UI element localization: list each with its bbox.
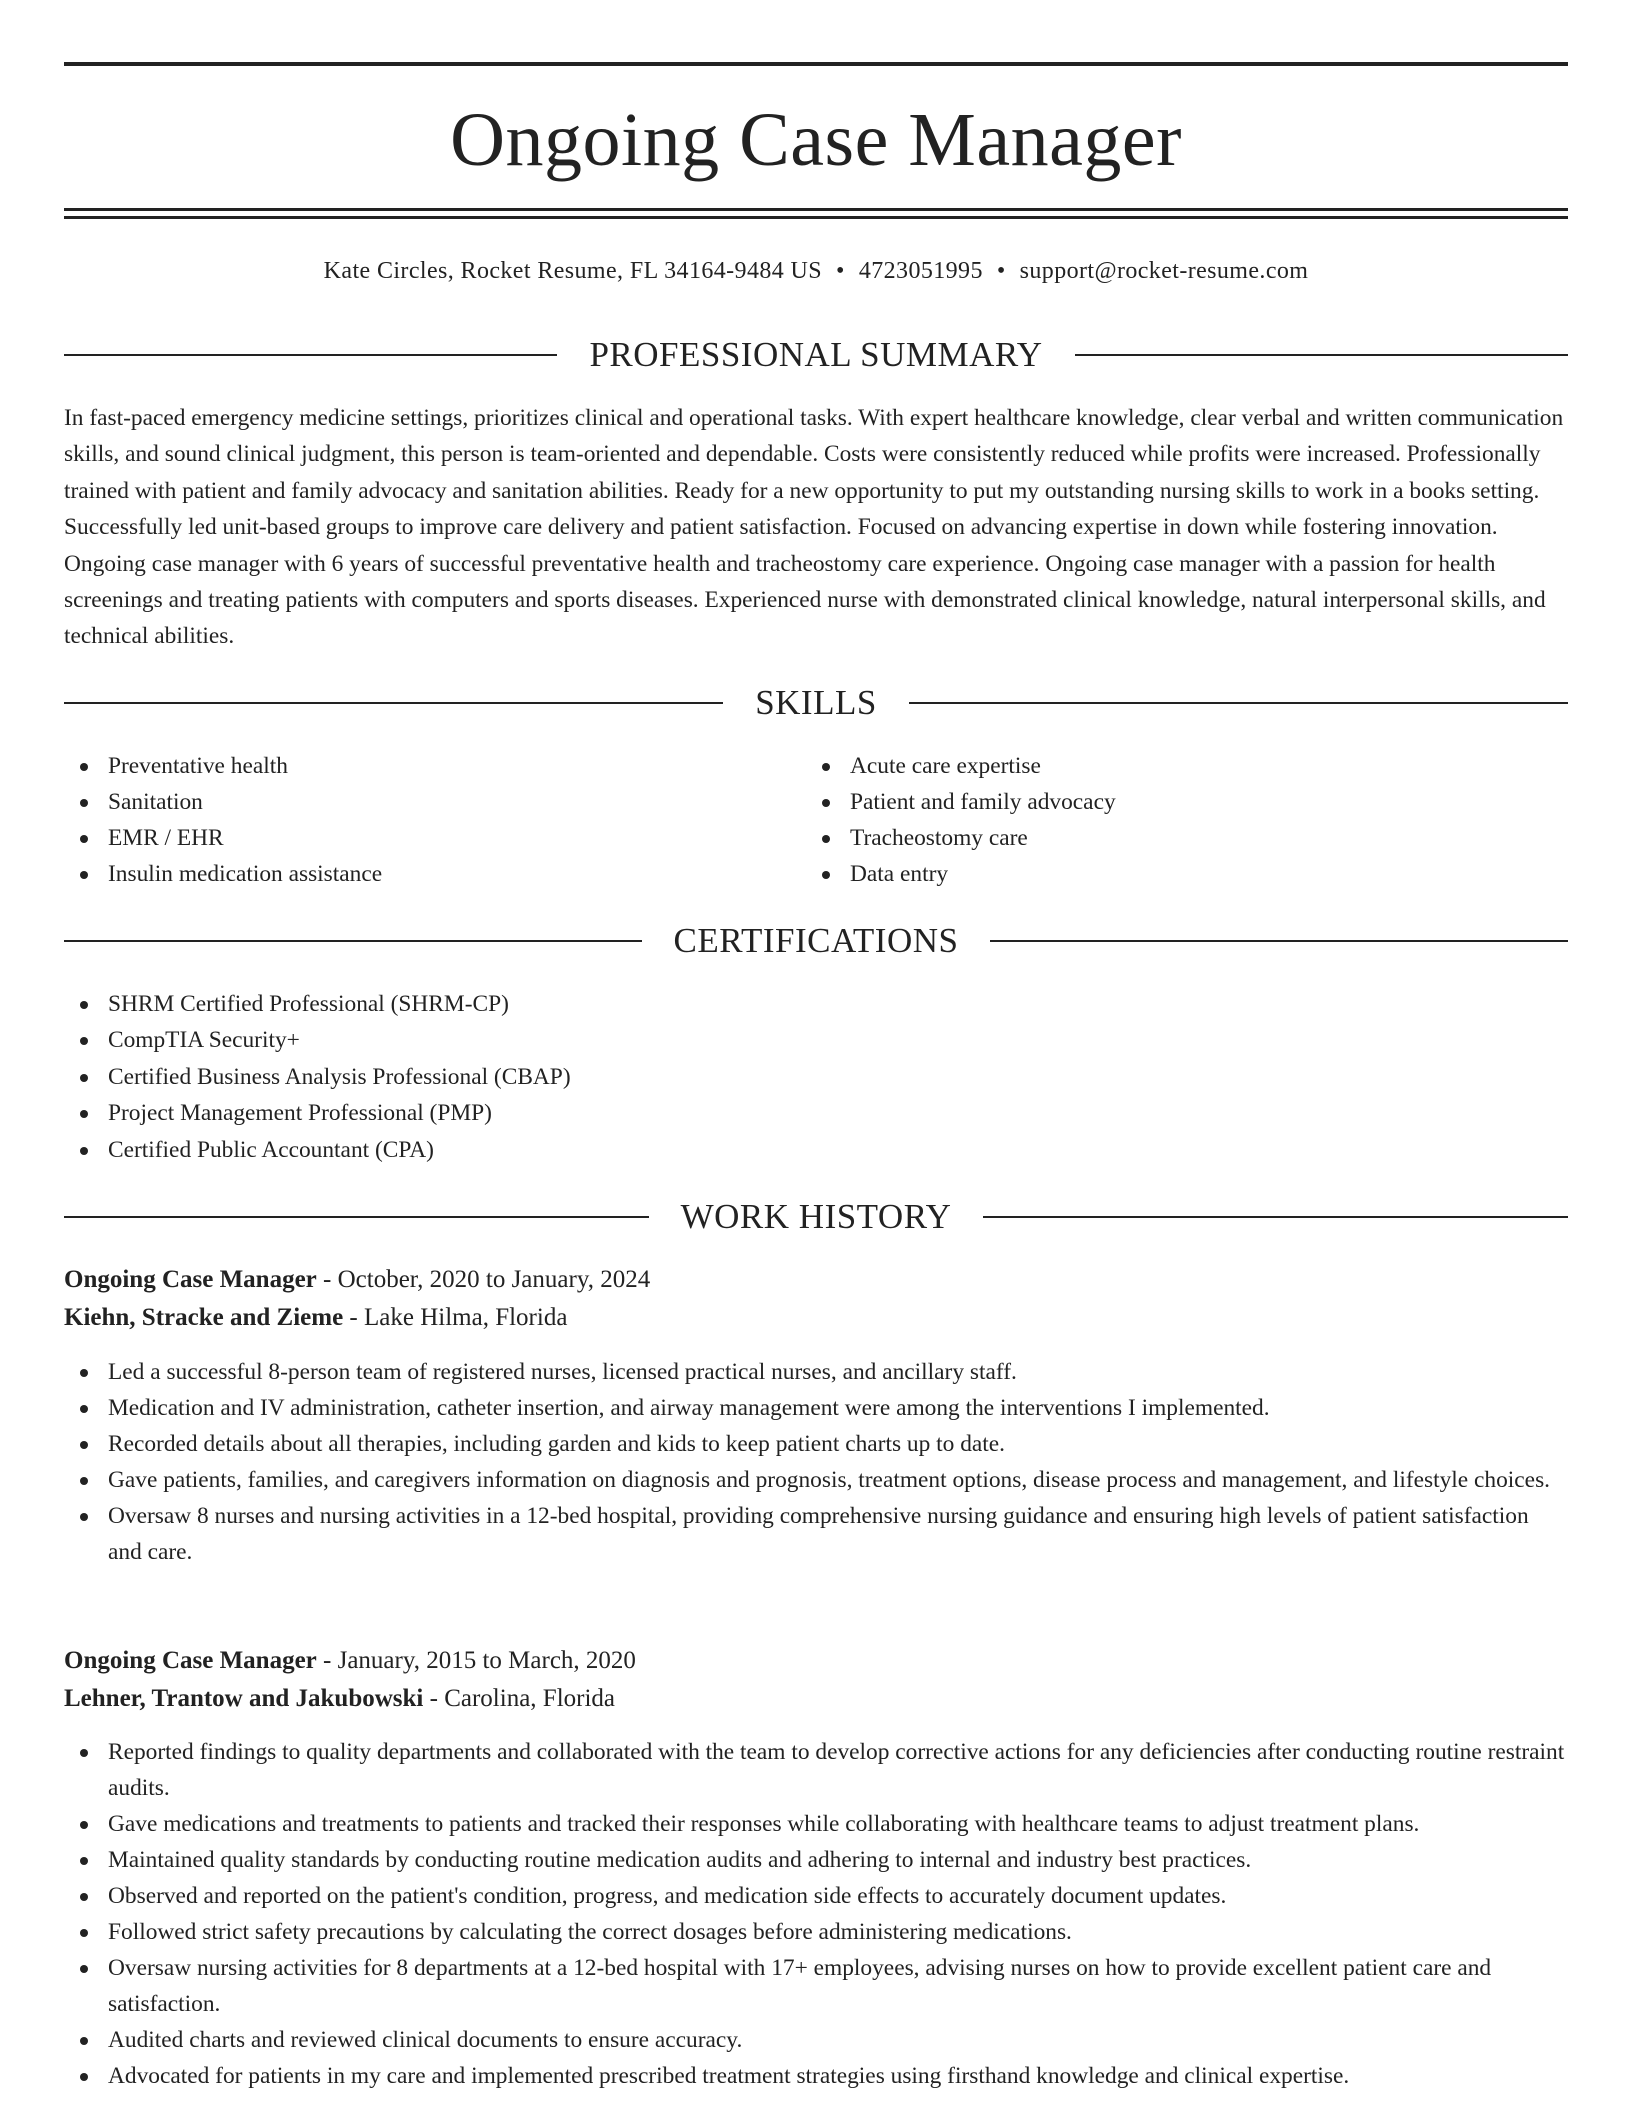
contact-separator: • (836, 258, 845, 284)
job-bullet: Oversaw 8 nurses and nursing activities in a 12-bed hospital, providing comprehensive nursing guidance and ensuring high levels of patient satisfaction and care. (64, 1498, 1568, 1570)
job-company-line (64, 1680, 1568, 1718)
job-dates: - January, 2015 to March, 2020 (316, 1647, 636, 1674)
job-title: Ongoing Case Manager (64, 1266, 317, 1293)
section-title: CERTIFICATIONS (673, 921, 959, 960)
certification-item: Project Management Professional (PMP) (64, 1095, 1568, 1131)
skill-item: Insulin medication assistance (64, 856, 764, 892)
job-bullet: Recorded details about all therapies, including garden and kids to keep patient charts up to date. (64, 1426, 1568, 1462)
job-bullet: Led a successful 8-person team of registered nurses, licensed practical nurses, and ancillary staff. (64, 1354, 1568, 1390)
summary-text: In fast-paced emergency medicine settings, prioritizes clinical and operational tasks. With expert healthcare knowledge, clear verbal and written communication skills, and sound clinical judgment, this person is team-oriented and dependable. Costs were consistently reduced while profits were increased. Professionally trained with patient and family advocacy and sanitation abilities. Ready for a new opportunity to put my outstanding nursing skills to work in a books setting. Successfully led unit-based groups to improve care delivery and patient satisfaction. Focused on advancing expertise in down while fostering innovation. Ongoing case manager with 6 years of successful preventative health and tracheostomy care experience. Ongoing case manager with a passion for health screenings and treating patients with computers and sports diseases. Experienced nurse with demonstrated clinical knowledge, natural interpersonal skills, and technical abilities. (64, 405, 1564, 650)
section-header-certifications (64, 921, 1568, 961)
job-bullet: Advocated for patients in my care and implemented prescribed treatment strategies using firsthand knowledge and clinical expertise. (64, 2058, 1568, 2094)
candidate-name: Ongoing Case Manager (450, 98, 1182, 182)
job-company-line (64, 1299, 1568, 1337)
skill-item: Tracheostomy care (806, 820, 1506, 856)
header-top-rule (64, 62, 1568, 66)
job-bullets (64, 1354, 1568, 1570)
job-location: - Lake Hilma, Florida (343, 1304, 568, 1331)
skills-list-left (64, 748, 764, 892)
contact-separator: • (996, 258, 1006, 284)
job-bullet: Observed and reported on the patient's condition, progress, and medication side effects to accurately document updates. (64, 1878, 1568, 1914)
section-rule-right (1075, 354, 1568, 356)
job-company: Lehner, Trantow and Jakubowski (64, 1685, 424, 1712)
job-title: Ongoing Case Manager (64, 1647, 317, 1674)
section-rule-left (64, 940, 642, 942)
skill-item: Patient and family advocacy (806, 784, 1506, 820)
job-bullets (64, 1734, 1568, 2094)
header-double-rule-lower (64, 216, 1568, 219)
job-title-line (64, 1261, 1568, 1299)
section-rule-left (64, 354, 557, 356)
header-double-rule-upper (64, 208, 1568, 211)
job-company: Kiehn, Stracke and Zieme (64, 1304, 344, 1331)
certification-item: Certified Business Analysis Professional (CBAP) (64, 1059, 1568, 1095)
contact-address: Kate Circles, Rocket Resume, FL 34164-9484 US (323, 258, 823, 284)
section-title: PROFESSIONAL SUMMARY (589, 335, 1043, 374)
section-rule-right (909, 702, 1568, 704)
certification-item: SHRM Certified Professional (SHRM-CP) (64, 986, 1568, 1022)
contact-phone: 4723051995 (858, 258, 983, 284)
job-location: - Carolina, Florida (423, 1685, 616, 1712)
section-rule-right (990, 940, 1568, 942)
section-rule-left (64, 1216, 649, 1218)
job-bullet: Followed strict safety precautions by calculating the correct dosages before administering medications. (64, 1914, 1568, 1950)
section-rule-right (983, 1216, 1568, 1218)
skill-item: Acute care expertise (806, 748, 1506, 784)
certifications-list (64, 986, 1568, 1168)
job-bullet: Oversaw nursing activities for 8 departments at a 12-bed hospital with 17+ employees, advising nurses on how to provide excellent patient care and satisfaction. (64, 1950, 1568, 2022)
section-header-work-history (64, 1197, 1568, 1237)
job-title-line (64, 1642, 1568, 1680)
contact-email: support@rocket-resume.com (1019, 258, 1309, 284)
job-bullet: Audited charts and reviewed clinical documents to ensure accuracy. (64, 2022, 1568, 2058)
certification-item: Certified Public Accountant (CPA) (64, 1132, 1568, 1168)
skill-item: Preventative health (64, 748, 764, 784)
job-bullet: Gave medications and treatments to patients and tracked their responses while collaborating with healthcare teams to adjust treatment plans. (64, 1806, 1568, 1842)
contact-line (64, 254, 1568, 288)
job-bullet: Maintained quality standards by conducting routine medication audits and adhering to internal and industry best practices. (64, 1842, 1568, 1878)
job-bullet: Medication and IV administration, catheter insertion, and airway management were among the interventions I implemented. (64, 1390, 1568, 1426)
job-bullet: Gave patients, families, and caregivers information on diagnosis and prognosis, treatment options, disease process and management, and lifestyle choices. (64, 1462, 1568, 1498)
certification-item: CompTIA Security+ (64, 1022, 1568, 1058)
skills-list-right (806, 748, 1506, 892)
section-header-summary (64, 335, 1568, 375)
skill-item: Sanitation (64, 784, 764, 820)
skill-item: EMR / EHR (64, 820, 764, 856)
section-title: WORK HISTORY (680, 1197, 952, 1236)
section-title: SKILLS (755, 683, 877, 722)
section-header-skills (64, 683, 1568, 723)
job-dates: - October, 2020 to January, 2024 (316, 1266, 651, 1293)
section-rule-left (64, 702, 723, 704)
job-bullet: Reported findings to quality departments and collaborated with the team to develop corrective actions for any deficiencies after conducting routine restraint audits. (64, 1734, 1568, 1806)
skill-item: Data entry (806, 856, 1506, 892)
